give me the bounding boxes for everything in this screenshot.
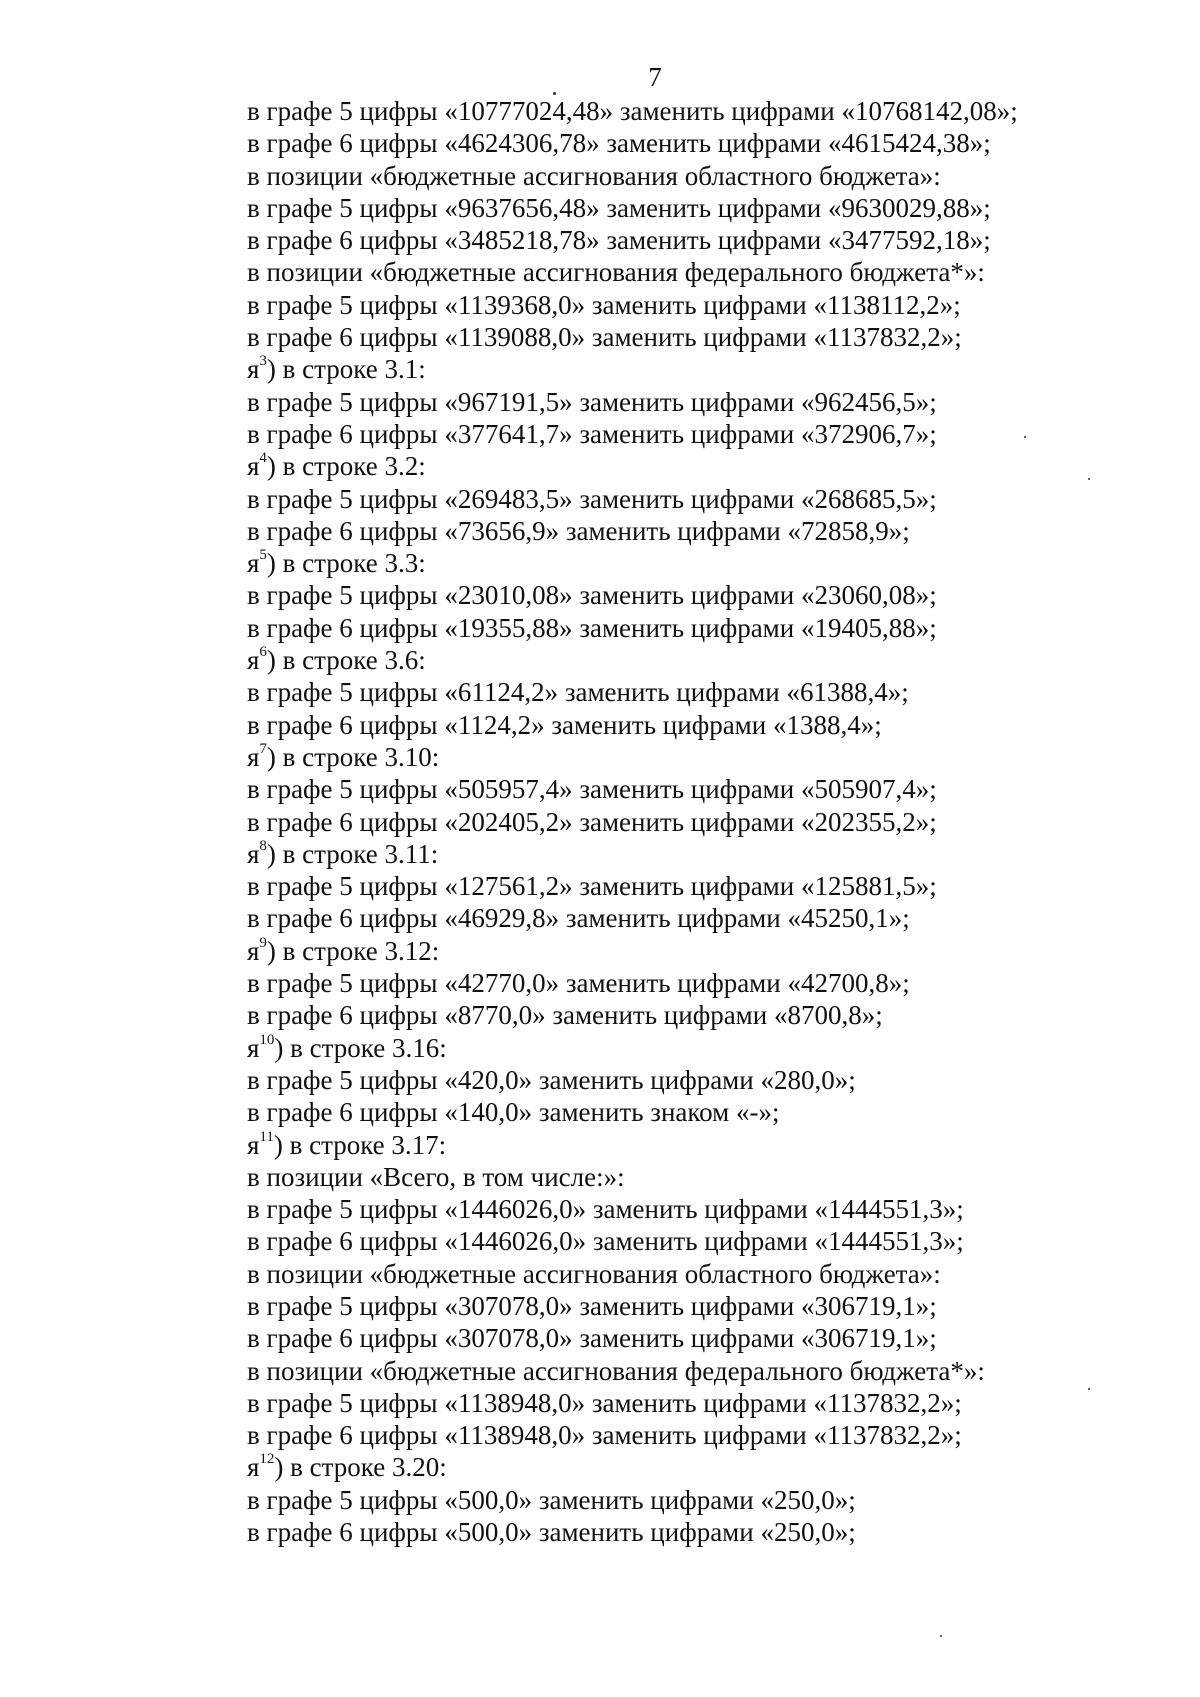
item-rest: ) в строке 3.16:	[274, 1032, 447, 1063]
scan-speck	[1088, 478, 1090, 480]
text-line: в графе 6 цифры «202405,2» заменить цифрами «202355,2»;	[247, 806, 937, 837]
item-rest: ) в строке 3.2:	[266, 451, 426, 482]
list-item-heading	[247, 1032, 1147, 1064]
text-line: в графе 6 цифры «4624306,78» заменить цифрами «4615424,38»;	[247, 128, 991, 159]
item-superscript: 3	[259, 353, 267, 370]
text-line: в графе 6 цифры «3485218,78» заменить цифрами «3477592,18»;	[247, 225, 991, 256]
item-rest: ) в строке 3.10:	[266, 741, 440, 772]
text-line: в графе 5 цифры «42770,0» заменить цифрами «42700,8»;	[247, 968, 910, 999]
text-line: в графе 6 цифры «73656,9» заменить цифрами «72858,9»;	[247, 515, 910, 546]
text-line: в графе 5 цифры «9637656,48» заменить цифрами «9630029,88»;	[247, 192, 991, 223]
list-item-heading	[247, 1129, 1147, 1161]
list-item-heading	[247, 741, 1147, 773]
text-line: в графе 5 цифры «10777024,48» заменить цифрами «10768142,08»;	[247, 96, 1018, 126]
item-superscript: 9	[259, 934, 267, 951]
text-line: в позиции «бюджетные ассигнования областного бюджета»:	[247, 1258, 941, 1289]
list-item-heading	[247, 450, 1147, 482]
text-line: в графе 6 цифры «500,0» заменить цифрами «250,0»;	[247, 1517, 856, 1548]
text-line: в графе 5 цифры «127561,2» заменить цифрами «125881,5»;	[247, 871, 937, 902]
list-item-heading	[247, 935, 1147, 967]
item-superscript: 12	[259, 1451, 275, 1468]
scan-speck	[1088, 1388, 1090, 1390]
item-rest: ) в строке 3.11:	[266, 838, 439, 869]
text-line: в графе 5 цифры «307078,0» заменить цифрами «306719,1»;	[247, 1290, 937, 1321]
page-number: 7	[648, 62, 662, 92]
text-line: в графе 5 цифры «1138948,0» заменить цифрами «1137832,2»;	[247, 1387, 962, 1418]
item-prefix: я	[247, 741, 260, 772]
scan-speck	[553, 92, 556, 95]
list-item-heading	[247, 353, 1147, 385]
text-line: в позиции «Всего, в том числе:»:	[247, 1161, 625, 1192]
list-item-heading	[247, 547, 1147, 579]
item-rest: ) в строке 3.12:	[266, 935, 440, 966]
item-superscript: 4	[259, 450, 267, 467]
text-line: в графе 5 цифры «500,0» заменить цифрами «250,0»;	[247, 1484, 856, 1515]
item-rest: ) в строке 3.1:	[266, 354, 426, 385]
item-superscript: 6	[259, 644, 267, 661]
text-line: в графе 5 цифры «269483,5» заменить цифрами «268685,5»;	[247, 483, 937, 514]
document-body	[247, 95, 1147, 1548]
item-rest: ) в строке 3.17:	[273, 1129, 447, 1160]
text-line: в графе 6 цифры «307078,0» заменить цифрами «306719,1»;	[247, 1323, 937, 1354]
text-line: в позиции «бюджетные ассигнования областного бюджета»:	[247, 160, 941, 191]
text-line: в позиции «бюджетные ассигнования федерального бюджета*»:	[247, 1355, 985, 1386]
item-prefix: я	[247, 645, 260, 676]
text-line: в графе 6 цифры «1124,2» заменить цифрами «1388,4»;	[247, 709, 882, 740]
item-prefix: я	[247, 354, 260, 385]
text-line: в графе 5 цифры «1446026,0» заменить цифрами «1444551,3»;	[247, 1194, 964, 1225]
text-line: в графе 5 цифры «61124,2» заменить цифрами «61388,4»;	[247, 677, 909, 708]
text-line: в графе 5 цифры «1139368,0» заменить цифрами «1138112,2»;	[247, 289, 961, 320]
text-line: в графе 5 цифры «505957,4» заменить цифрами «505907,4»;	[247, 774, 937, 805]
text-line: в графе 6 цифры «19355,88» заменить цифрами «19405,88»;	[247, 612, 937, 643]
text-line: в графе 6 цифры «377641,7» заменить цифрами «372906,7»;	[247, 418, 937, 449]
item-prefix: я	[247, 935, 260, 966]
text-line: в графе 6 цифры «1138948,0» заменить цифрами «1137832,2»;	[247, 1420, 962, 1451]
item-superscript: 10	[259, 1031, 275, 1048]
text-line: в графе 6 цифры «140,0» заменить знаком «-»;	[247, 1097, 780, 1128]
item-superscript: 7	[259, 740, 267, 757]
item-prefix: я	[247, 451, 260, 482]
text-line: в графе 6 цифры «46929,8» заменить цифрами «45250,1»;	[247, 903, 910, 934]
item-prefix: я	[247, 1032, 260, 1063]
item-superscript: 5	[259, 547, 267, 564]
text-line: в графе 6 цифры «1139088,0» заменить цифрами «1137832,2»;	[247, 322, 962, 353]
list-item-heading	[247, 644, 1147, 676]
item-rest: ) в строке 3.6:	[266, 645, 426, 676]
text-line: в графе 6 цифры «8770,0» заменить цифрами «8700,8»;	[247, 1000, 883, 1031]
text-line: в графе 5 цифры «967191,5» заменить цифрами «962456,5»;	[247, 386, 937, 417]
item-superscript: 8	[259, 837, 267, 854]
item-rest: ) в строке 3.20:	[274, 1452, 447, 1483]
item-prefix: я	[247, 548, 260, 579]
list-item-heading	[247, 838, 1147, 870]
text-line: в графе 6 цифры «1446026,0» заменить цифрами «1444551,3»;	[247, 1226, 964, 1257]
text-line: в графе 5 цифры «23010,08» заменить цифрами «23060,08»;	[247, 580, 937, 611]
item-prefix: я	[247, 838, 260, 869]
item-rest: ) в строке 3.3:	[266, 548, 426, 579]
item-prefix: я	[247, 1129, 260, 1160]
list-item-heading	[247, 1451, 1147, 1483]
text-line: в графе 5 цифры «420,0» заменить цифрами «280,0»;	[247, 1064, 856, 1095]
item-prefix: я	[247, 1452, 260, 1483]
item-superscript: 11	[259, 1128, 274, 1145]
scan-speck	[940, 1635, 942, 1637]
scan-speck	[1024, 436, 1026, 438]
text-line: в позиции «бюджетные ассигнования федерального бюджета*»:	[247, 257, 985, 288]
